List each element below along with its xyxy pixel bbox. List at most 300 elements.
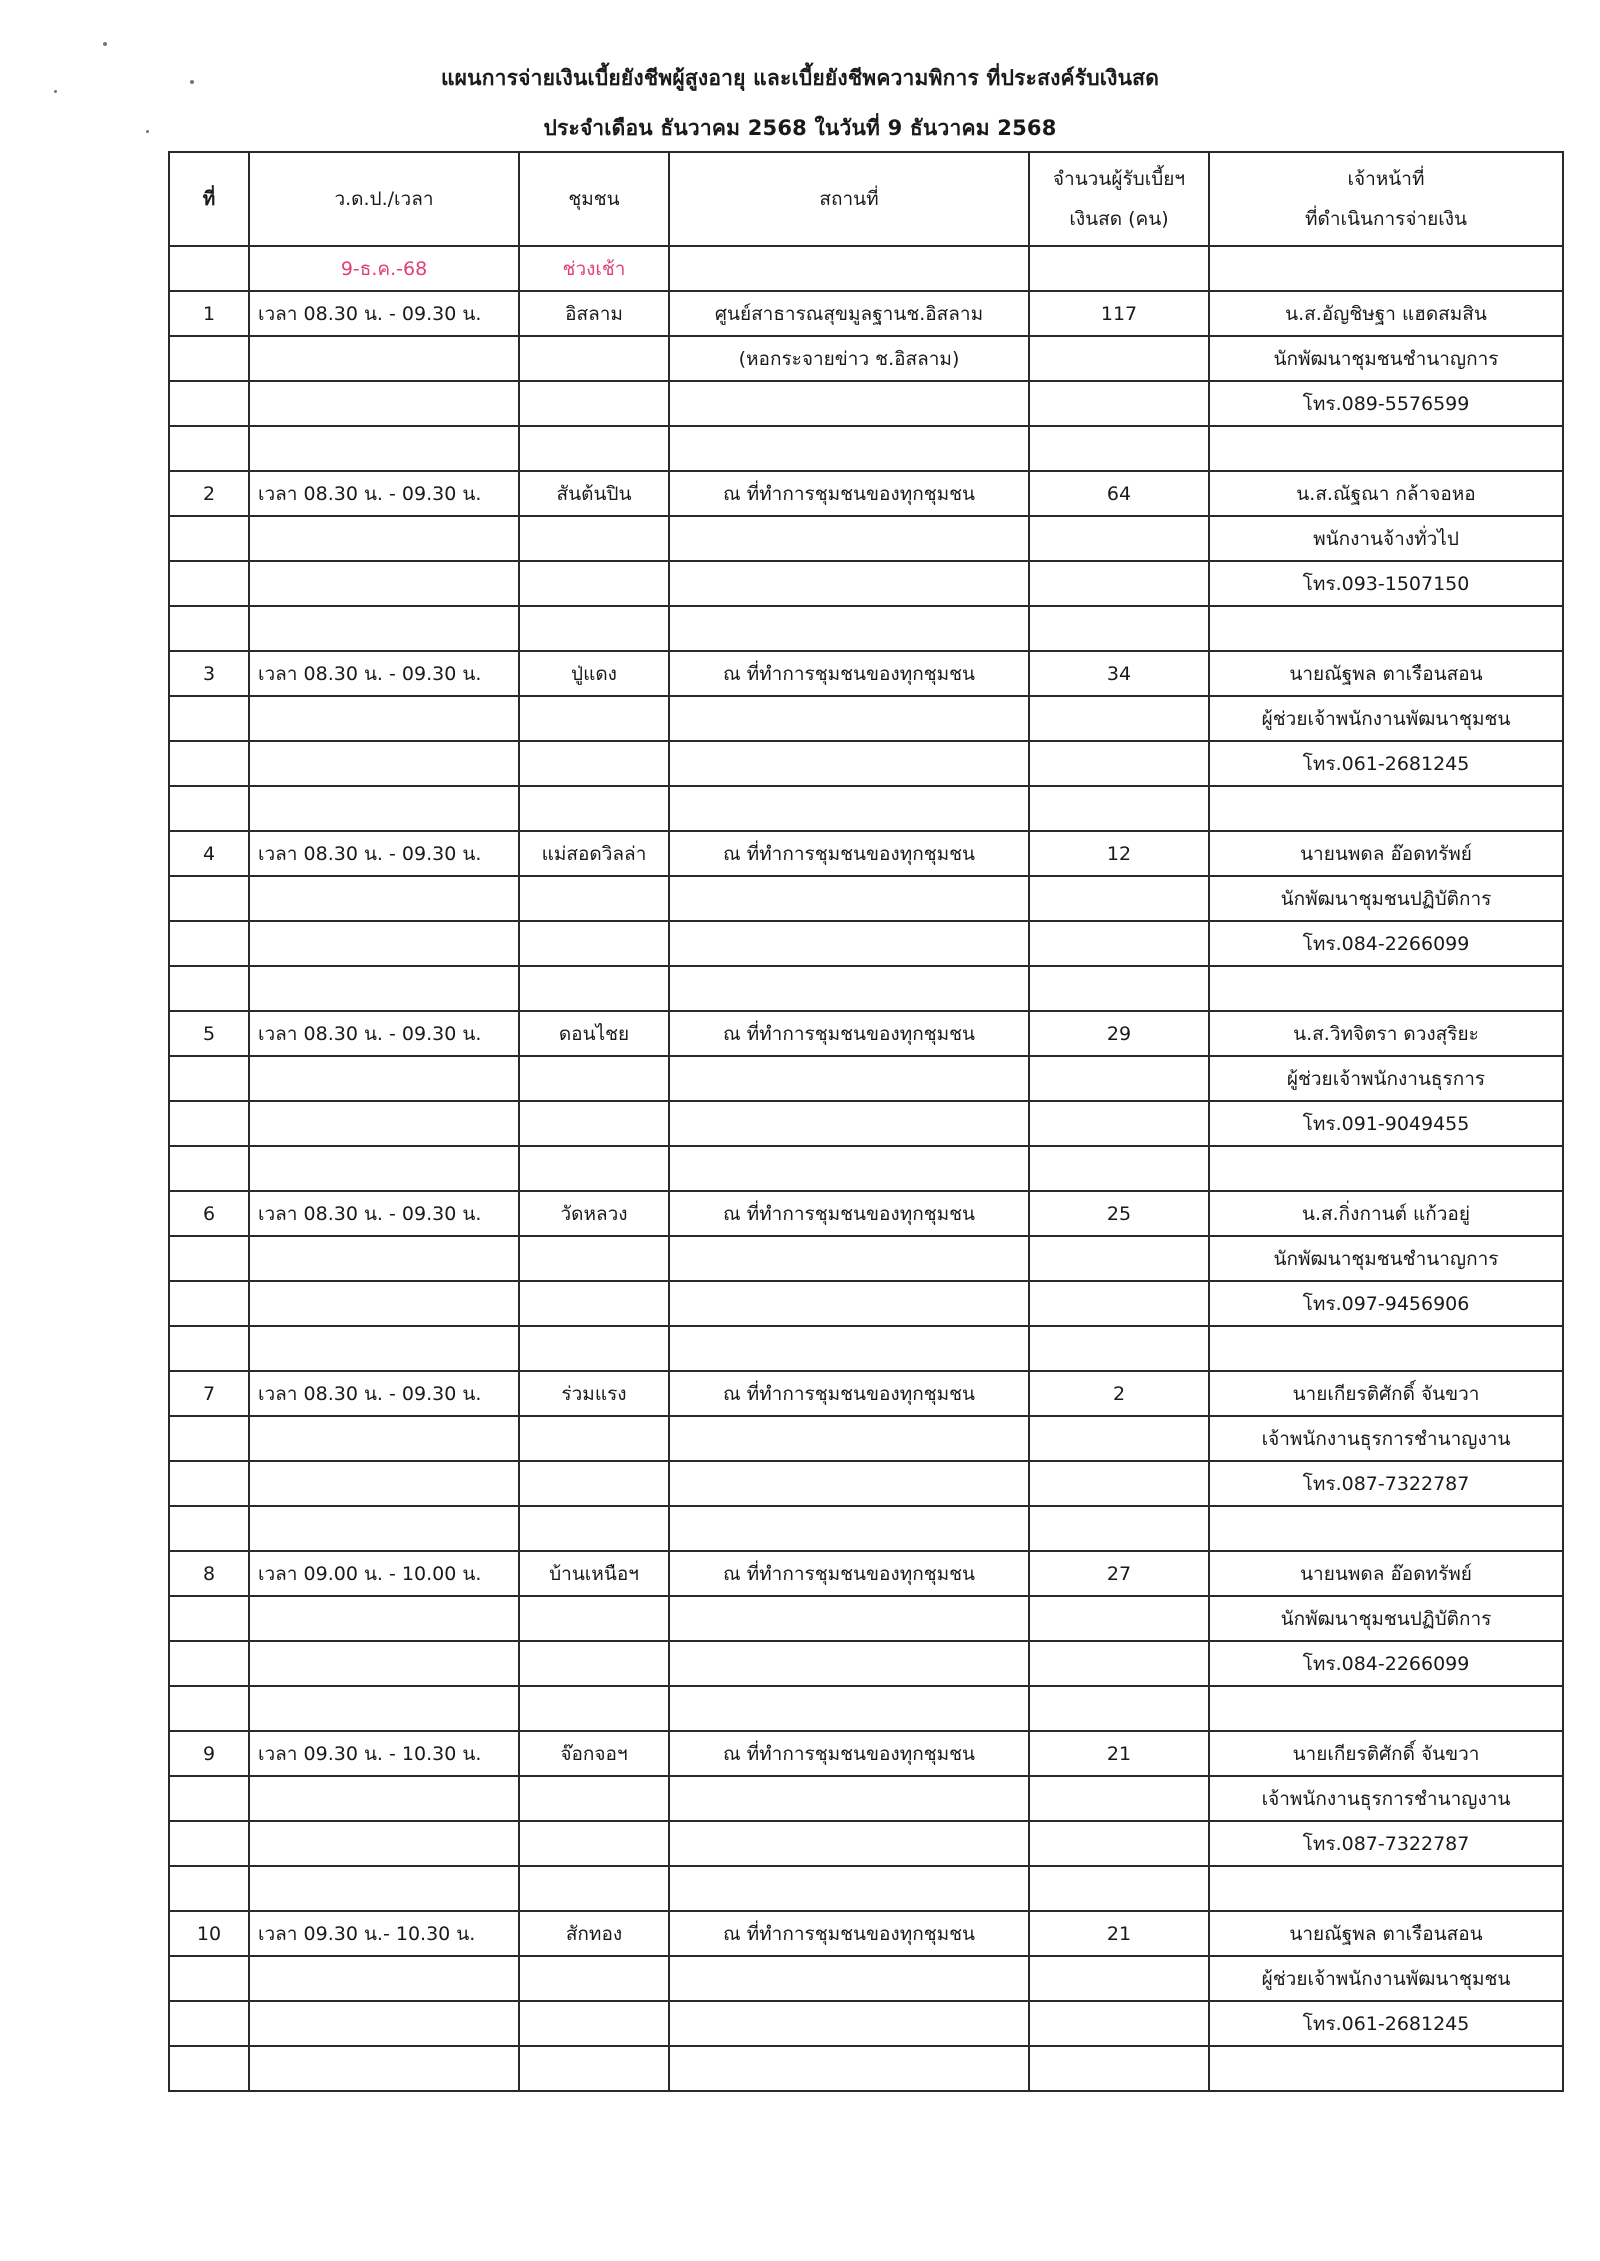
cell-place: ณ ที่ทำการชุมชนของทุกชุมชน	[669, 1371, 1029, 1416]
cell-place	[669, 1146, 1029, 1191]
cell-officer: โทร.091-9049455	[1209, 1101, 1563, 1146]
table-row-phone	[169, 561, 1563, 606]
cell-place: (หอกระจายข่าว ช.อิสลาม)	[669, 336, 1029, 381]
cell-count	[1029, 1416, 1209, 1461]
cell-count	[1029, 741, 1209, 786]
cell-officer: นายเกียรติศักดิ์ จันขวา	[1209, 1371, 1563, 1416]
cell-count	[1029, 1776, 1209, 1821]
cell-place	[669, 966, 1029, 1011]
cell-count: 34	[1029, 651, 1209, 696]
cell-count	[1029, 1101, 1209, 1146]
cell-place	[669, 876, 1029, 921]
cell-officer	[1209, 606, 1563, 651]
cell-time: เวลา 08.30 น. - 09.30 น.	[249, 1011, 519, 1056]
cell-no	[169, 786, 249, 831]
document-subtitle: ประจำเดือน ธันวาคม 2568 ในวันที่ 9 ธันวาคม 2568	[543, 116, 1057, 140]
cell-time	[249, 1146, 519, 1191]
table-row-main	[169, 1011, 1563, 1056]
cell-officer: นักพัฒนาชุมชนปฏิบัติการ	[1209, 1596, 1563, 1641]
cell-count: 12	[1029, 831, 1209, 876]
cell-time	[249, 516, 519, 561]
cell-place	[669, 1686, 1029, 1731]
table-row-spacer	[169, 1146, 1563, 1191]
cell-community: จ๊อกจอฯ	[519, 1731, 669, 1776]
cell-count	[1029, 1146, 1209, 1191]
cell-community	[519, 1461, 669, 1506]
cell-no	[169, 1236, 249, 1281]
cell-community: วัดหลวง	[519, 1191, 669, 1236]
cell-count	[1029, 561, 1209, 606]
cell-time: เวลา 08.30 น. - 09.30 น.	[249, 831, 519, 876]
cell-place	[669, 561, 1029, 606]
table-row-main	[169, 1731, 1563, 1776]
table-row-position	[169, 1776, 1563, 1821]
table-header-row	[169, 152, 1563, 246]
cell-place: ณ ที่ทำการชุมชนของทุกชุมชน	[669, 1191, 1029, 1236]
cell-community	[519, 606, 669, 651]
table-row-phone	[169, 921, 1563, 966]
cell-no	[169, 966, 249, 1011]
cell-place	[669, 1821, 1029, 1866]
table-row-main	[169, 291, 1563, 336]
cell-place	[669, 921, 1029, 966]
cell-no	[169, 921, 249, 966]
cell-no: 1	[169, 291, 249, 336]
cell-community	[519, 1146, 669, 1191]
cell-no	[169, 1596, 249, 1641]
col-header-time: ว.ด.ป./เวลา	[249, 152, 519, 246]
cell-officer: โทร.061-2681245	[1209, 2001, 1563, 2046]
cell-community	[519, 741, 669, 786]
cell-time	[249, 921, 519, 966]
cell-community	[519, 1821, 669, 1866]
cell-no	[169, 426, 249, 471]
cell-no	[169, 1056, 249, 1101]
col-header-community: ชุมชน	[519, 152, 669, 246]
cell-officer: นายเกียรติศักดิ์ จันขวา	[1209, 1731, 1563, 1776]
cell-community: ปู่แดง	[519, 651, 669, 696]
cell-officer: โทร.097-9456906	[1209, 1281, 1563, 1326]
cell-community	[519, 1956, 669, 2001]
cell-count: 25	[1029, 1191, 1209, 1236]
cell-time	[249, 1956, 519, 2001]
table-row-main	[169, 471, 1563, 516]
date-row-blank	[669, 246, 1029, 291]
cell-officer	[1209, 966, 1563, 1011]
cell-count	[1029, 1821, 1209, 1866]
cell-place: ณ ที่ทำการชุมชนของทุกชุมชน	[669, 1011, 1029, 1056]
cell-no: 2	[169, 471, 249, 516]
cell-no	[169, 2046, 249, 2091]
table-row-spacer	[169, 606, 1563, 651]
table-row-position	[169, 336, 1563, 381]
cell-no: 6	[169, 1191, 249, 1236]
cell-time	[249, 1596, 519, 1641]
date-row	[169, 246, 1563, 291]
cell-place	[669, 1281, 1029, 1326]
cell-no	[169, 561, 249, 606]
cell-count	[1029, 606, 1209, 651]
cell-time	[249, 561, 519, 606]
table-row-phone	[169, 1101, 1563, 1146]
scan-speck	[103, 42, 107, 46]
cell-count	[1029, 921, 1209, 966]
cell-officer: โทร.089-5576599	[1209, 381, 1563, 426]
cell-no: 8	[169, 1551, 249, 1596]
table-row-spacer	[169, 2046, 1563, 2091]
cell-community	[519, 1236, 669, 1281]
cell-time	[249, 966, 519, 1011]
cell-time	[249, 1326, 519, 1371]
cell-place	[669, 2046, 1029, 2091]
cell-place	[669, 1641, 1029, 1686]
table-row-position	[169, 1956, 1563, 2001]
cell-community	[519, 876, 669, 921]
cell-community	[519, 1641, 669, 1686]
date-row-blank	[169, 246, 249, 291]
cell-time	[249, 606, 519, 651]
cell-place	[669, 786, 1029, 831]
cell-count	[1029, 1506, 1209, 1551]
cell-community	[519, 966, 669, 1011]
col-header-place: สถานที่	[669, 152, 1029, 246]
payment-schedule-table	[168, 151, 1564, 2092]
col-header-officer	[1209, 152, 1563, 246]
col-header-count-line2: เงินสด (คน)	[1069, 208, 1169, 230]
col-header-officer-line2: ที่ดำเนินการจ่ายเงิน	[1304, 208, 1468, 230]
cell-place	[669, 516, 1029, 561]
cell-place	[669, 696, 1029, 741]
cell-community	[519, 696, 669, 741]
cell-officer: เจ้าพนักงานธุรการชำนาญงาน	[1209, 1776, 1563, 1821]
cell-officer: นักพัฒนาชุมชนชำนาญการ	[1209, 1236, 1563, 1281]
cell-officer: น.ส.อัญชิษฐา แฮดสมสิน	[1209, 291, 1563, 336]
cell-officer	[1209, 2046, 1563, 2091]
cell-count	[1029, 426, 1209, 471]
cell-no	[169, 1461, 249, 1506]
cell-count	[1029, 1956, 1209, 2001]
cell-officer: น.ส.ณัฐณา กล้าจอหอ	[1209, 471, 1563, 516]
cell-time	[249, 1866, 519, 1911]
cell-time: เวลา 08.30 น. - 09.30 น.	[249, 651, 519, 696]
cell-count	[1029, 2001, 1209, 2046]
cell-place	[669, 426, 1029, 471]
table-row-spacer	[169, 966, 1563, 1011]
cell-time: เวลา 08.30 น. - 09.30 น.	[249, 1191, 519, 1236]
cell-no	[169, 741, 249, 786]
cell-time	[249, 1641, 519, 1686]
table-row-phone	[169, 1281, 1563, 1326]
cell-officer: นายนพดล อ๊อดทรัพย์	[1209, 1551, 1563, 1596]
cell-no	[169, 336, 249, 381]
cell-count	[1029, 1596, 1209, 1641]
cell-count: 27	[1029, 1551, 1209, 1596]
cell-place	[669, 1416, 1029, 1461]
cell-count: 2	[1029, 1371, 1209, 1416]
table-row-main	[169, 1551, 1563, 1596]
cell-time	[249, 1056, 519, 1101]
table-row-spacer	[169, 1866, 1563, 1911]
cell-community: ร่วมแรง	[519, 1371, 669, 1416]
table-row-spacer	[169, 1506, 1563, 1551]
cell-count	[1029, 786, 1209, 831]
cell-officer: โทร.087-7322787	[1209, 1461, 1563, 1506]
table-row-spacer	[169, 786, 1563, 831]
cell-no: 5	[169, 1011, 249, 1056]
cell-time: เวลา 08.30 น. - 09.30 น.	[249, 291, 519, 336]
cell-place	[669, 606, 1029, 651]
cell-officer: เจ้าพนักงานธุรการชำนาญงาน	[1209, 1416, 1563, 1461]
cell-place	[669, 1866, 1029, 1911]
cell-no: 9	[169, 1731, 249, 1776]
cell-place	[669, 381, 1029, 426]
cell-place	[669, 1956, 1029, 2001]
cell-place: ณ ที่ทำการชุมชนของทุกชุมชน	[669, 651, 1029, 696]
cell-officer	[1209, 426, 1563, 471]
cell-officer: ผู้ช่วยเจ้าพนักงานพัฒนาชุมชน	[1209, 1956, 1563, 2001]
cell-no	[169, 1506, 249, 1551]
cell-officer: นายณัฐพล ตาเรือนสอน	[1209, 1911, 1563, 1956]
cell-no: 10	[169, 1911, 249, 1956]
cell-time	[249, 2001, 519, 2046]
cell-no	[169, 1416, 249, 1461]
cell-no	[169, 1686, 249, 1731]
cell-time	[249, 1236, 519, 1281]
cell-count	[1029, 516, 1209, 561]
cell-count	[1029, 2046, 1209, 2091]
cell-no: 7	[169, 1371, 249, 1416]
cell-no: 3	[169, 651, 249, 696]
cell-community	[519, 2001, 669, 2046]
cell-count	[1029, 1686, 1209, 1731]
cell-officer: โทร.084-2266099	[1209, 921, 1563, 966]
cell-officer: นายณัฐพล ตาเรือนสอน	[1209, 651, 1563, 696]
cell-count	[1029, 1641, 1209, 1686]
cell-time	[249, 696, 519, 741]
cell-community	[519, 561, 669, 606]
cell-place	[669, 1596, 1029, 1641]
cell-count: 21	[1029, 1911, 1209, 1956]
cell-count	[1029, 1461, 1209, 1506]
cell-time	[249, 1821, 519, 1866]
col-header-no: ที่	[169, 152, 249, 246]
cell-officer	[1209, 1326, 1563, 1371]
cell-place	[669, 1056, 1029, 1101]
cell-place	[669, 1461, 1029, 1506]
cell-place: ศูนย์สาธารณสุขมูลฐานช.อิสลาม	[669, 291, 1029, 336]
cell-time	[249, 1686, 519, 1731]
cell-place: ณ ที่ทำการชุมชนของทุกชุมชน	[669, 1731, 1029, 1776]
table-row-spacer	[169, 1326, 1563, 1371]
table-row-position	[169, 1416, 1563, 1461]
cell-time	[249, 1416, 519, 1461]
table-row-main	[169, 1371, 1563, 1416]
table-row-main	[169, 651, 1563, 696]
table-row-main	[169, 1191, 1563, 1236]
cell-no	[169, 1326, 249, 1371]
cell-community	[519, 336, 669, 381]
col-header-count-line1: จำนวนผู้รับเบี้ยฯ	[1052, 168, 1186, 190]
cell-community: ดอนไชย	[519, 1011, 669, 1056]
table-row-phone	[169, 741, 1563, 786]
table-row-phone	[169, 1641, 1563, 1686]
col-header-count	[1029, 152, 1209, 246]
cell-no	[169, 1866, 249, 1911]
cell-count: 21	[1029, 1731, 1209, 1776]
cell-community	[519, 516, 669, 561]
table-row-spacer	[169, 426, 1563, 471]
cell-community	[519, 1506, 669, 1551]
cell-time	[249, 1506, 519, 1551]
cell-count	[1029, 1326, 1209, 1371]
cell-count: 117	[1029, 291, 1209, 336]
cell-time	[249, 786, 519, 831]
cell-no	[169, 2001, 249, 2046]
cell-community	[519, 1416, 669, 1461]
cell-no	[169, 606, 249, 651]
cell-officer: นายนพดล อ๊อดทรัพย์	[1209, 831, 1563, 876]
cell-no	[169, 381, 249, 426]
cell-no: 4	[169, 831, 249, 876]
table-row-position	[169, 1596, 1563, 1641]
cell-no	[169, 696, 249, 741]
cell-officer: โทร.061-2681245	[1209, 741, 1563, 786]
cell-count	[1029, 1236, 1209, 1281]
cell-time: เวลา 08.30 น. - 09.30 น.	[249, 471, 519, 516]
cell-time: เวลา 08.30 น. - 09.30 น.	[249, 1371, 519, 1416]
cell-no	[169, 1281, 249, 1326]
table-row-position	[169, 1236, 1563, 1281]
cell-community	[519, 921, 669, 966]
cell-community: สักทอง	[519, 1911, 669, 1956]
cell-community	[519, 1686, 669, 1731]
cell-time	[249, 1461, 519, 1506]
table-row-spacer	[169, 1686, 1563, 1731]
table-row-position	[169, 516, 1563, 561]
cell-count	[1029, 876, 1209, 921]
table-row-phone	[169, 2001, 1563, 2046]
cell-place	[669, 1326, 1029, 1371]
cell-time	[249, 1281, 519, 1326]
cell-community	[519, 1776, 669, 1821]
col-header-officer-line1: เจ้าหน้าที่	[1347, 168, 1425, 190]
cell-officer	[1209, 1146, 1563, 1191]
date-cell: 9-ธ.ค.-68	[249, 246, 519, 291]
table-row-position	[169, 696, 1563, 741]
cell-place: ณ ที่ทำการชุมชนของทุกชุมชน	[669, 471, 1029, 516]
cell-count	[1029, 966, 1209, 1011]
cell-officer	[1209, 1866, 1563, 1911]
cell-officer: ผู้ช่วยเจ้าพนักงานธุรการ	[1209, 1056, 1563, 1101]
cell-count	[1029, 1281, 1209, 1326]
cell-no	[169, 1146, 249, 1191]
cell-no	[169, 1776, 249, 1821]
table-row-position	[169, 1056, 1563, 1101]
cell-place	[669, 1101, 1029, 1146]
cell-community	[519, 1281, 669, 1326]
cell-community	[519, 1866, 669, 1911]
cell-time	[249, 336, 519, 381]
cell-count	[1029, 1056, 1209, 1101]
cell-time: เวลา 09.30 น. - 10.30 น.	[249, 1731, 519, 1776]
cell-time	[249, 1776, 519, 1821]
cell-time: เวลา 09.30 น.- 10.30 น.	[249, 1911, 519, 1956]
cell-count	[1029, 696, 1209, 741]
document-title: แผนการจ่ายเงินเบี้ยยังชีพผู้สูงอายุ และเบี้ยยังชีพความพิการ ที่ประสงค์รับเงินสด	[440, 66, 1160, 90]
cell-community	[519, 381, 669, 426]
table-row-phone	[169, 1821, 1563, 1866]
cell-community: แม่สอดวิลล่า	[519, 831, 669, 876]
cell-no	[169, 1641, 249, 1686]
cell-community	[519, 786, 669, 831]
cell-officer: น.ส.กิ่งกานต์ แก้วอยู่	[1209, 1191, 1563, 1236]
cell-community	[519, 2046, 669, 2091]
cell-officer	[1209, 1506, 1563, 1551]
cell-officer: โทร.084-2266099	[1209, 1641, 1563, 1686]
cell-community	[519, 1596, 669, 1641]
cell-count	[1029, 381, 1209, 426]
cell-no	[169, 1956, 249, 2001]
cell-count	[1029, 1866, 1209, 1911]
table-row-main	[169, 831, 1563, 876]
cell-community	[519, 426, 669, 471]
cell-place	[669, 1776, 1029, 1821]
cell-officer: พนักงานจ้างทั่วไป	[1209, 516, 1563, 561]
cell-time: เวลา 09.00 น. - 10.00 น.	[249, 1551, 519, 1596]
cell-place	[669, 2001, 1029, 2046]
cell-community	[519, 1056, 669, 1101]
cell-officer: นักพัฒนาชุมชนชำนาญการ	[1209, 336, 1563, 381]
cell-officer: น.ส.วิทจิตรา ดวงสุริยะ	[1209, 1011, 1563, 1056]
cell-community	[519, 1326, 669, 1371]
cell-community: บ้านเหนือฯ	[519, 1551, 669, 1596]
cell-time	[249, 1101, 519, 1146]
cell-place: ณ ที่ทำการชุมชนของทุกชุมชน	[669, 831, 1029, 876]
date-row-blank	[1029, 246, 1209, 291]
cell-community: สันต้นปิน	[519, 471, 669, 516]
cell-time	[249, 2046, 519, 2091]
cell-time	[249, 741, 519, 786]
cell-community	[519, 1101, 669, 1146]
cell-place: ณ ที่ทำการชุมชนของทุกชุมชน	[669, 1551, 1029, 1596]
cell-no	[169, 876, 249, 921]
cell-place	[669, 741, 1029, 786]
cell-no	[169, 516, 249, 561]
cell-count: 29	[1029, 1011, 1209, 1056]
cell-officer: โทร.093-1507150	[1209, 561, 1563, 606]
cell-place	[669, 1236, 1029, 1281]
cell-time	[249, 876, 519, 921]
cell-no	[169, 1821, 249, 1866]
table-row-phone	[169, 381, 1563, 426]
cell-officer: ผู้ช่วยเจ้าพนักงานพัฒนาชุมชน	[1209, 696, 1563, 741]
period-cell: ช่วงเช้า	[519, 246, 669, 291]
table-row-phone	[169, 1461, 1563, 1506]
cell-count	[1029, 336, 1209, 381]
cell-time	[249, 381, 519, 426]
cell-place: ณ ที่ทำการชุมชนของทุกชุมชน	[669, 1911, 1029, 1956]
cell-officer	[1209, 786, 1563, 831]
cell-community: อิสลาม	[519, 291, 669, 336]
cell-count: 64	[1029, 471, 1209, 516]
cell-place	[669, 1506, 1029, 1551]
date-row-blank	[1209, 246, 1563, 291]
table-row-main	[169, 1911, 1563, 1956]
cell-no	[169, 1101, 249, 1146]
cell-officer: นักพัฒนาชุมชนปฏิบัติการ	[1209, 876, 1563, 921]
table-row-position	[169, 876, 1563, 921]
cell-officer: โทร.087-7322787	[1209, 1821, 1563, 1866]
